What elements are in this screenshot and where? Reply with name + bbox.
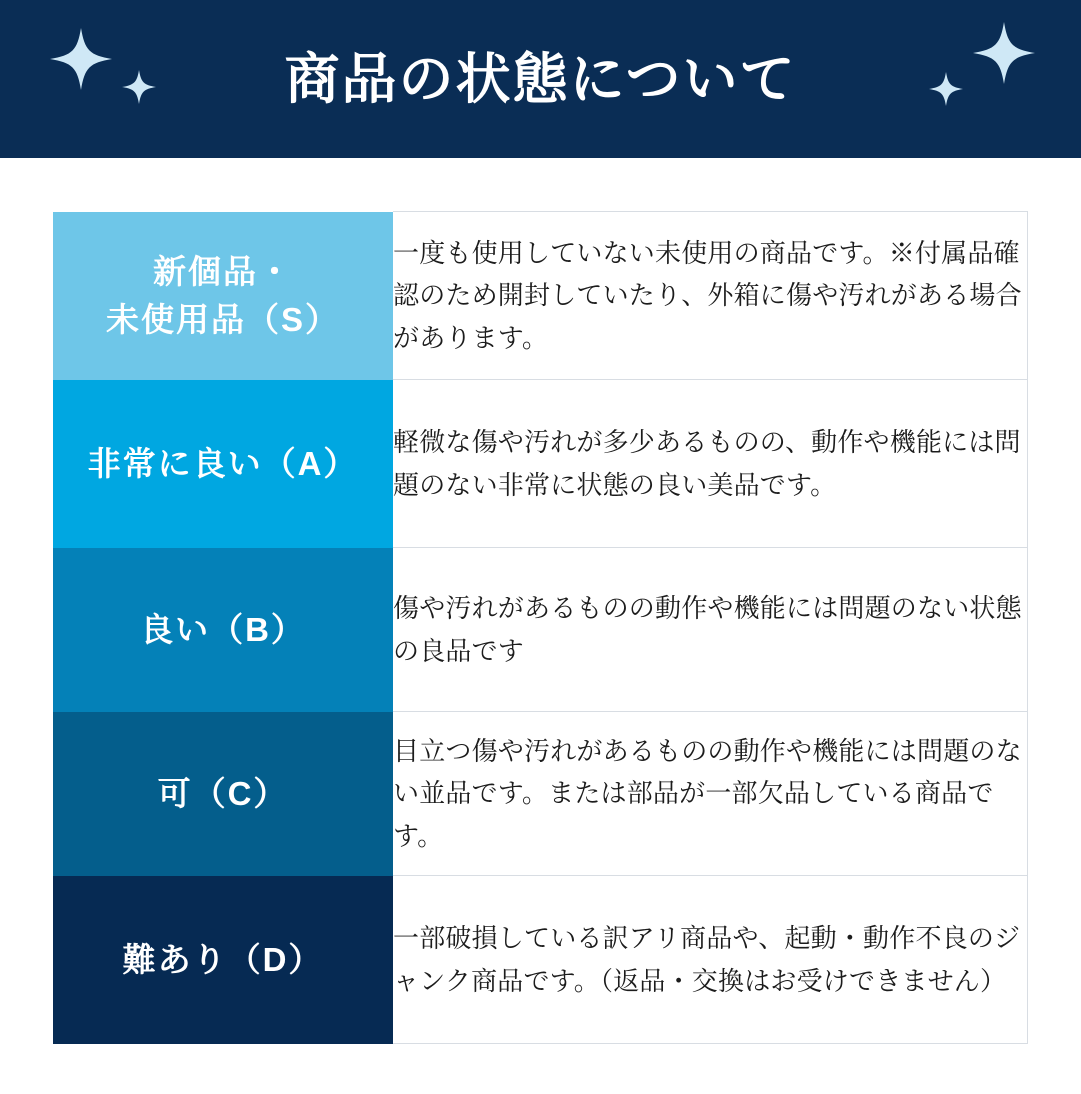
table-row	[53, 380, 1028, 548]
grade-description-s: 一度も使用していない未使用の商品です。※付属品確認のため開封していたり、外箱に傷や汚れがある場合があります。	[393, 212, 1028, 380]
grade-label-d	[53, 876, 393, 1044]
grade-label-s	[53, 212, 393, 380]
sparkle-icon	[973, 22, 1035, 84]
grade-label-line: 難あり（D）	[122, 940, 324, 978]
grade-label-line: 可（C）	[157, 774, 289, 812]
grade-label-line: 非常に良い（A）	[87, 444, 359, 482]
table-row	[53, 712, 1028, 876]
table-row	[53, 212, 1028, 380]
grade-description-d: 一部破損している訳アリ商品や、起動・動作不良のジャンク商品です。（返品・交換はお受けできません）	[393, 876, 1028, 1044]
table-row	[53, 548, 1028, 712]
page-title: 商品の状態について	[284, 47, 797, 110]
sparkle-small-icon	[122, 70, 156, 104]
grade-label-line: 良い（B）	[140, 610, 306, 648]
sparkle-icon	[50, 28, 112, 90]
grade-description-a: 軽微な傷や汚れが多少あるものの、動作や機能には問題のない非常に状態の良い美品です。	[393, 380, 1028, 548]
condition-table-wrapper	[0, 158, 1081, 1094]
grade-label-a	[53, 380, 393, 548]
grade-label-line: 新個品・	[153, 252, 293, 290]
grade-label-c	[53, 712, 393, 876]
header-banner	[0, 0, 1081, 158]
grade-label-line: 未使用品（S）	[105, 300, 340, 338]
sparkle-small-icon	[929, 72, 963, 106]
condition-table	[53, 211, 1028, 1044]
grade-label-b	[53, 548, 393, 712]
grade-description-c: 目立つ傷や汚れがあるものの動作や機能には問題のない並品です。または部品が一部欠品している商品です。	[393, 712, 1028, 876]
grade-description-b: 傷や汚れがあるものの動作や機能には問題のない状態の良品です	[393, 548, 1028, 712]
table-row	[53, 876, 1028, 1044]
